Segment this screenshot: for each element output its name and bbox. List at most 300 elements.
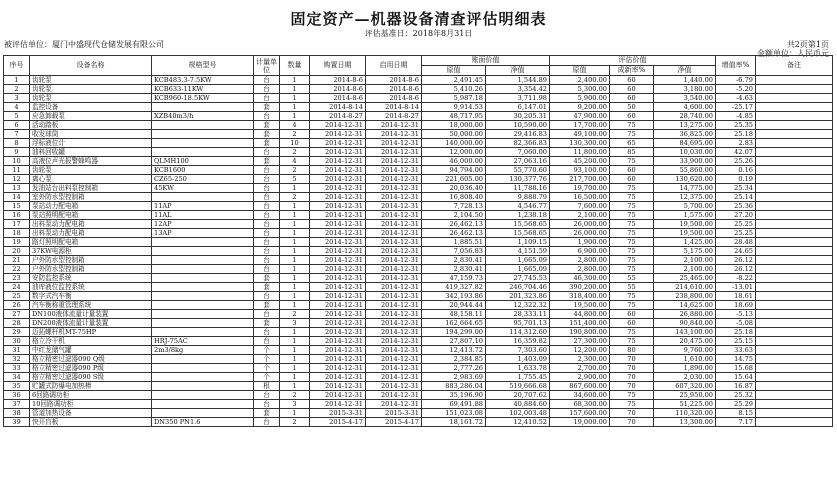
- cell-purchase-date: 2014-12-31: [310, 148, 366, 157]
- cell-name: 管道加热设备: [30, 409, 152, 418]
- cell-model: KCB960-18.5KW: [152, 94, 254, 103]
- cell-purchase-date: 2014-12-31: [310, 229, 366, 238]
- cell-book-original: 48,717.95: [422, 112, 486, 121]
- cell-eval-rate: 75: [610, 238, 654, 247]
- cell-growth-rate: 25.25: [716, 229, 756, 238]
- cell-eval-net: 25,950.00: [654, 391, 716, 400]
- cell-seq: 21: [4, 256, 30, 265]
- cell-seq: 2: [4, 85, 30, 94]
- col-remark: 备注: [756, 56, 833, 76]
- cell-name: 出料泵动力配电箱: [30, 229, 152, 238]
- cell-eval-original: 151,400.00: [550, 319, 610, 328]
- cell-remark: [756, 283, 833, 292]
- cell-eval-net: 110,320.00: [654, 409, 716, 418]
- cell-start-date: 2014-12-31: [366, 400, 422, 409]
- cell-eval-original: 5,900.00: [550, 94, 610, 103]
- cell-seq: 15: [4, 202, 30, 211]
- cell-qty: 2: [280, 193, 310, 202]
- cell-book-net: 3,711.98: [486, 94, 550, 103]
- cell-growth-rate: 18.69: [716, 301, 756, 310]
- table-row: [4, 328, 833, 337]
- cell-book-original: 20,036.40: [422, 184, 486, 193]
- cell-book-net: 10,590.00: [486, 121, 550, 130]
- cell-purchase-date: 2014-12-31: [310, 283, 366, 292]
- table-row: [4, 211, 833, 220]
- cell-book-original: 2,491.45: [422, 76, 486, 85]
- cell-eval-net: 607,320.00: [654, 382, 716, 391]
- cell-unit: 根: [254, 382, 280, 391]
- col-unit: 计量单位: [254, 56, 280, 76]
- cell-name: 室外防水型控制箱: [30, 193, 152, 202]
- cell-eval-original: 5,300.00: [550, 85, 610, 94]
- cell-unit: 套: [254, 103, 280, 112]
- cell-name: 户外防水型控制箱: [30, 256, 152, 265]
- cell-book-original: 5,410.26: [422, 85, 486, 94]
- cell-remark: [756, 130, 833, 139]
- cell-eval-rate: 75: [610, 130, 654, 139]
- table-row: [4, 274, 833, 283]
- cell-book-original: 46,000.00: [422, 157, 486, 166]
- cell-book-net: 102,003.48: [486, 409, 550, 418]
- cell-name: 发油站台出料泵控制箱: [30, 184, 152, 193]
- cell-purchase-date: 2014-12-31: [310, 400, 366, 409]
- cell-eval-rate: 60: [610, 85, 654, 94]
- table-row: [4, 220, 833, 229]
- cell-book-net: 27,063.16: [486, 157, 550, 166]
- table-row: [4, 319, 833, 328]
- cell-qty: 1: [280, 229, 310, 238]
- cell-remark: [756, 355, 833, 364]
- cell-growth-rate: -8.22: [716, 274, 756, 283]
- cell-eval-rate: 75: [610, 292, 654, 301]
- cell-book-net: 55,770.60: [486, 166, 550, 175]
- cell-eval-net: 4,600.00: [654, 103, 716, 112]
- cell-eval-original: 26,000.00: [550, 229, 610, 238]
- cell-book-net: 1,109.15: [486, 238, 550, 247]
- table-row: [4, 364, 833, 373]
- cell-eval-net: 5,175.00: [654, 247, 716, 256]
- cell-purchase-date: 2014-12-31: [310, 274, 366, 283]
- cell-seq: 24: [4, 283, 30, 292]
- cell-remark: [756, 166, 833, 175]
- cell-purchase-date: 2014-12-31: [310, 247, 366, 256]
- cell-eval-rate: 75: [610, 328, 654, 337]
- cell-start-date: 2014-12-31: [366, 301, 422, 310]
- cell-unit: 套: [254, 130, 280, 139]
- cell-growth-rate: 25.35: [716, 121, 756, 130]
- cell-remark: [756, 220, 833, 229]
- cell-eval-rate: 70: [610, 409, 654, 418]
- cell-eval-original: 11,800.00: [550, 148, 610, 157]
- cell-purchase-date: 2014-12-31: [310, 256, 366, 265]
- cell-name: 37KW电源柜: [30, 247, 152, 256]
- cell-book-original: 2,830.41: [422, 256, 486, 265]
- cell-eval-net: 14,625.00: [654, 301, 716, 310]
- table-row: [4, 139, 833, 148]
- cell-growth-rate: -5.13: [716, 310, 756, 319]
- table-row: [4, 175, 833, 184]
- cell-qty: 1: [280, 328, 310, 337]
- cell-eval-net: 19,500.00: [654, 229, 716, 238]
- cell-unit: 套: [254, 121, 280, 130]
- table-row: [4, 238, 833, 247]
- cell-name: 格立精密过滤器090 S级: [30, 373, 152, 382]
- cell-remark: [756, 409, 833, 418]
- cell-model: [152, 310, 254, 319]
- cell-purchase-date: 2014-12-31: [310, 301, 366, 310]
- cell-name: 齿轮泵: [30, 76, 152, 85]
- cell-eval-original: 45,200.00: [550, 157, 610, 166]
- cell-name: 格立冷干机: [30, 337, 152, 346]
- cell-purchase-date: 2015-3-31: [310, 409, 366, 418]
- cell-unit: 台: [254, 85, 280, 94]
- cell-eval-original: 2,900.00: [550, 373, 610, 382]
- cell-qty: 1: [280, 94, 310, 103]
- cell-model: [152, 148, 254, 157]
- cell-growth-rate: 25.18: [716, 328, 756, 337]
- cell-growth-rate: 0.16: [716, 166, 756, 175]
- cell-remark: [756, 256, 833, 265]
- cell-remark: [756, 382, 833, 391]
- cell-purchase-date: 2014-12-31: [310, 238, 366, 247]
- cell-eval-net: 13,300.00: [654, 418, 716, 427]
- cell-purchase-date: 2014-12-31: [310, 346, 366, 355]
- cell-start-date: 2015-3-31: [366, 409, 422, 418]
- cell-purchase-date: 2014-12-31: [310, 166, 366, 175]
- cell-name: 安防监控系统: [30, 274, 152, 283]
- cell-purchase-date: 2014-12-31: [310, 220, 366, 229]
- cell-qty: 1: [280, 112, 310, 121]
- cell-book-original: 162,664.65: [422, 319, 486, 328]
- cell-eval-original: 217,700.00: [550, 175, 610, 184]
- cell-book-original: 94,794.00: [422, 166, 486, 175]
- cell-growth-rate: 25.36: [716, 202, 756, 211]
- cell-qty: 1: [280, 202, 310, 211]
- table-row: [4, 148, 833, 157]
- cell-model: 2m3/8kg: [152, 346, 254, 355]
- cell-seq: 31: [4, 346, 30, 355]
- table-row: [4, 247, 833, 256]
- cell-growth-rate: 16.87: [716, 382, 756, 391]
- cell-name: 活动踏板: [30, 121, 152, 130]
- cell-name: 监控设备: [30, 103, 152, 112]
- base-date: 评估基准日：2018年8月31日: [364, 29, 473, 38]
- cell-purchase-date: 2014-12-31: [310, 364, 366, 373]
- cell-eval-rate: 60: [610, 166, 654, 175]
- cell-model: [152, 319, 254, 328]
- cell-model: XZB40m3/h: [152, 112, 254, 121]
- cell-purchase-date: 2014-12-31: [310, 139, 366, 148]
- cell-purchase-date: 2014-12-31: [310, 355, 366, 364]
- cell-growth-rate: -25.17: [716, 103, 756, 112]
- cell-book-original: 50,000.00: [422, 130, 486, 139]
- cell-growth-rate: -4.85: [716, 112, 756, 121]
- cell-eval-net: 1,425.00: [654, 238, 716, 247]
- cell-start-date: 2014-12-31: [366, 130, 422, 139]
- cell-start-date: 2014-12-31: [366, 202, 422, 211]
- cell-growth-rate: 25.29: [716, 400, 756, 409]
- table-row: [4, 391, 833, 400]
- cell-eval-rate: 65: [610, 139, 654, 148]
- table-row: [4, 130, 833, 139]
- cell-purchase-date: 2014-12-31: [310, 391, 366, 400]
- cell-unit: 台: [254, 256, 280, 265]
- cell-start-date: 2014-12-31: [366, 274, 422, 283]
- cell-eval-rate: 85: [610, 148, 654, 157]
- cell-eval-original: 93,100.00: [550, 166, 610, 175]
- cell-remark: [756, 76, 833, 85]
- cell-book-original: 140,000.00: [422, 139, 486, 148]
- cell-book-net: 15,568.65: [486, 220, 550, 229]
- cell-book-net: 6,147.01: [486, 103, 550, 112]
- cell-model: KCB633-11KW: [152, 85, 254, 94]
- cell-book-net: 1,665.09: [486, 265, 550, 274]
- cell-eval-rate: 70: [610, 355, 654, 364]
- cell-seq: 26: [4, 301, 30, 310]
- cell-remark: [756, 391, 833, 400]
- cell-eval-original: 47,900.00: [550, 112, 610, 121]
- cell-qty: 1: [280, 382, 310, 391]
- cell-qty: 1: [280, 247, 310, 256]
- cell-growth-rate: 25.15: [716, 337, 756, 346]
- cell-model: KCB483.3-7.5KW: [152, 76, 254, 85]
- cell-growth-rate: 14.75: [716, 355, 756, 364]
- cell-seq: 25: [4, 292, 30, 301]
- cell-eval-original: 130,300.00: [550, 139, 610, 148]
- cell-book-net: 15,568.65: [486, 229, 550, 238]
- cell-purchase-date: 2014-12-31: [310, 382, 366, 391]
- cell-book-net: 519,666.68: [486, 382, 550, 391]
- cell-model: [152, 355, 254, 364]
- cell-unit: 台: [254, 112, 280, 121]
- cell-seq: 32: [4, 355, 30, 364]
- cell-book-net: 30,205.31: [486, 112, 550, 121]
- cell-unit: 台: [254, 400, 280, 409]
- cell-book-net: 40,884.60: [486, 400, 550, 409]
- cell-eval-original: 19,500.00: [550, 301, 610, 310]
- cell-remark: [756, 400, 833, 409]
- cell-purchase-date: 2014-12-31: [310, 265, 366, 274]
- cell-seq: 37: [4, 400, 30, 409]
- asset-table: [3, 55, 833, 427]
- cell-purchase-date: 2014-8-27: [310, 112, 366, 121]
- cell-book-original: 221,605.00: [422, 175, 486, 184]
- cell-qty: 1: [280, 337, 310, 346]
- cell-book-original: 18,161.72: [422, 418, 486, 427]
- cell-book-original: 151,023.08: [422, 409, 486, 418]
- cell-growth-rate: 28.48: [716, 238, 756, 247]
- cell-eval-rate: 75: [610, 184, 654, 193]
- cell-model: QLMH100: [152, 157, 254, 166]
- cell-remark: [756, 94, 833, 103]
- cell-unit: 台: [254, 337, 280, 346]
- cell-model: [152, 364, 254, 373]
- cell-start-date: 2014-12-31: [366, 364, 422, 373]
- cell-purchase-date: 2014-12-31: [310, 184, 366, 193]
- cell-eval-original: 318,400.00: [550, 292, 610, 301]
- cell-seq: 18: [4, 229, 30, 238]
- cell-purchase-date: 2014-12-31: [310, 310, 366, 319]
- col-purchase-date: 购置日期: [310, 56, 366, 76]
- cell-eval-net: 33,900.00: [654, 157, 716, 166]
- cell-start-date: 2014-12-31: [366, 283, 422, 292]
- cell-growth-rate: 42.07: [716, 148, 756, 157]
- cell-purchase-date: 2014-12-31: [310, 175, 366, 184]
- cell-purchase-date: 2014-8-6: [310, 85, 366, 94]
- table-row: [4, 184, 833, 193]
- cell-eval-original: 17,700.00: [550, 121, 610, 130]
- cell-start-date: 2014-12-31: [366, 292, 422, 301]
- cell-growth-rate: 25.25: [716, 220, 756, 229]
- cell-growth-rate: 8.15: [716, 409, 756, 418]
- cell-name: 齿轮泵: [30, 94, 152, 103]
- cell-eval-original: 68,300.00: [550, 400, 610, 409]
- cell-eval-rate: 70: [610, 373, 654, 382]
- cell-qty: 3: [280, 319, 310, 328]
- table-row: [4, 265, 833, 274]
- cell-qty: 1: [280, 283, 310, 292]
- cell-start-date: 2014-8-14: [366, 103, 422, 112]
- cell-eval-net: 1,575.00: [654, 211, 716, 220]
- cell-start-date: 2014-12-31: [366, 139, 422, 148]
- cell-book-net: 9,888.79: [486, 193, 550, 202]
- cell-eval-rate: 75: [610, 229, 654, 238]
- cell-eval-original: 2,800.00: [550, 265, 610, 274]
- col-name: 设备名称: [30, 56, 152, 76]
- cell-start-date: 2014-12-31: [366, 328, 422, 337]
- table-row: [4, 256, 833, 265]
- table-row: [4, 103, 833, 112]
- table-row: [4, 76, 833, 85]
- cell-seq: 20: [4, 247, 30, 256]
- cell-name: 应急卸载泵: [30, 112, 152, 121]
- cell-eval-original: 16,500.00: [550, 193, 610, 202]
- evaluated-unit: 被评估单位：厦门中盛现代仓储发展有限公司: [4, 40, 164, 49]
- cell-purchase-date: 2014-12-31: [310, 193, 366, 202]
- cell-unit: 个: [254, 355, 280, 364]
- cell-unit: 台: [254, 292, 280, 301]
- cell-name: 格立精密过滤器090 P级: [30, 364, 152, 373]
- cell-qty: 1: [280, 76, 310, 85]
- cell-remark: [756, 418, 833, 427]
- table-row: [4, 418, 833, 427]
- table-row: [4, 409, 833, 418]
- cell-growth-rate: 24.65: [716, 247, 756, 256]
- table-row: [4, 346, 833, 355]
- cell-remark: [756, 337, 833, 346]
- cell-book-net: 4,151.59: [486, 247, 550, 256]
- cell-qty: 1: [280, 409, 310, 418]
- col-seq: 序号: [4, 56, 30, 76]
- cell-qty: 1: [280, 85, 310, 94]
- col-book-net: 净值: [486, 66, 550, 76]
- cell-name: 浮标液位计: [30, 139, 152, 148]
- cell-eval-rate: 60: [610, 76, 654, 85]
- cell-eval-net: 14,775.00: [654, 184, 716, 193]
- cell-unit: 套: [254, 283, 280, 292]
- cell-eval-rate: 75: [610, 220, 654, 229]
- cell-eval-original: 2,300.00: [550, 355, 610, 364]
- cell-eval-net: 1,610.00: [654, 355, 716, 364]
- cell-model: DN350 PN1.6: [152, 418, 254, 427]
- cell-qty: 1: [280, 355, 310, 364]
- cell-remark: [756, 364, 833, 373]
- cell-growth-rate: 15.64: [716, 373, 756, 382]
- cell-eval-original: 46,300.00: [550, 274, 610, 283]
- cell-name: 快开盲板: [30, 418, 152, 427]
- cell-eval-original: 9,200.00: [550, 103, 610, 112]
- cell-growth-rate: 26.12: [716, 265, 756, 274]
- cell-seq: 16: [4, 211, 30, 220]
- cell-eval-original: 390,200.00: [550, 283, 610, 292]
- table-row: [4, 157, 833, 166]
- cell-eval-net: 214,610.00: [654, 283, 716, 292]
- cell-eval-rate: 70: [610, 418, 654, 427]
- cell-start-date: 2014-12-31: [366, 193, 422, 202]
- cell-eval-original: 2,700.00: [550, 364, 610, 373]
- cell-book-net: 28,333.11: [486, 310, 550, 319]
- cell-eval-original: 44,800.00: [550, 310, 610, 319]
- cell-name: DN200液体流量计量装置: [30, 319, 152, 328]
- cell-seq: 23: [4, 274, 30, 283]
- cell-model: KCB1600: [152, 166, 254, 175]
- cell-unit: 台: [254, 220, 280, 229]
- cell-growth-rate: 25.32: [716, 391, 756, 400]
- cell-eval-rate: 70: [610, 364, 654, 373]
- table-row: [4, 121, 833, 130]
- cell-eval-net: 20,475.00: [654, 337, 716, 346]
- cell-purchase-date: 2014-12-31: [310, 211, 366, 220]
- cell-book-net: 1,665.09: [486, 256, 550, 265]
- cell-eval-original: 49,100.00: [550, 130, 610, 139]
- cell-model: 11AP: [152, 202, 254, 211]
- cell-unit: 台: [254, 211, 280, 220]
- table-row: [4, 85, 833, 94]
- cell-eval-original: 157,600.00: [550, 409, 610, 418]
- cell-eval-original: 19,700.00: [550, 184, 610, 193]
- cell-eval-net: 55,860.00: [654, 166, 716, 175]
- cell-seq: 12: [4, 175, 30, 184]
- table-row: [4, 373, 833, 382]
- cell-name: 收发球筒: [30, 130, 152, 139]
- col-book-value: 账面价值: [422, 56, 550, 66]
- cell-qty: 4: [280, 121, 310, 130]
- cell-start-date: 2014-12-31: [366, 382, 422, 391]
- cell-book-original: 7,728.13: [422, 202, 486, 211]
- cell-eval-rate: 60: [610, 175, 654, 184]
- cell-eval-original: 6,900.00: [550, 247, 610, 256]
- cell-qty: 1: [280, 265, 310, 274]
- cell-unit: 套: [254, 274, 280, 283]
- cell-start-date: 2014-12-31: [366, 175, 422, 184]
- cell-remark: [756, 373, 833, 382]
- cell-book-net: 1,238.18: [486, 211, 550, 220]
- cell-eval-net: 2,100.00: [654, 256, 716, 265]
- cell-book-original: 2,983.69: [422, 373, 486, 382]
- cell-seq: 30: [4, 337, 30, 346]
- cell-start-date: 2014-12-31: [366, 256, 422, 265]
- cell-unit: 台: [254, 76, 280, 85]
- cell-purchase-date: 2014-12-31: [310, 292, 366, 301]
- cell-book-original: 7,056.83: [422, 247, 486, 256]
- col-eval-net: 净值: [654, 66, 716, 76]
- cell-eval-net: 143,100.00: [654, 328, 716, 337]
- cell-book-net: 7,303.60: [486, 346, 550, 355]
- table-row: [4, 283, 833, 292]
- cell-eval-original: 1,900.00: [550, 238, 610, 247]
- table-row: [4, 310, 833, 319]
- cell-book-original: 2,830.41: [422, 265, 486, 274]
